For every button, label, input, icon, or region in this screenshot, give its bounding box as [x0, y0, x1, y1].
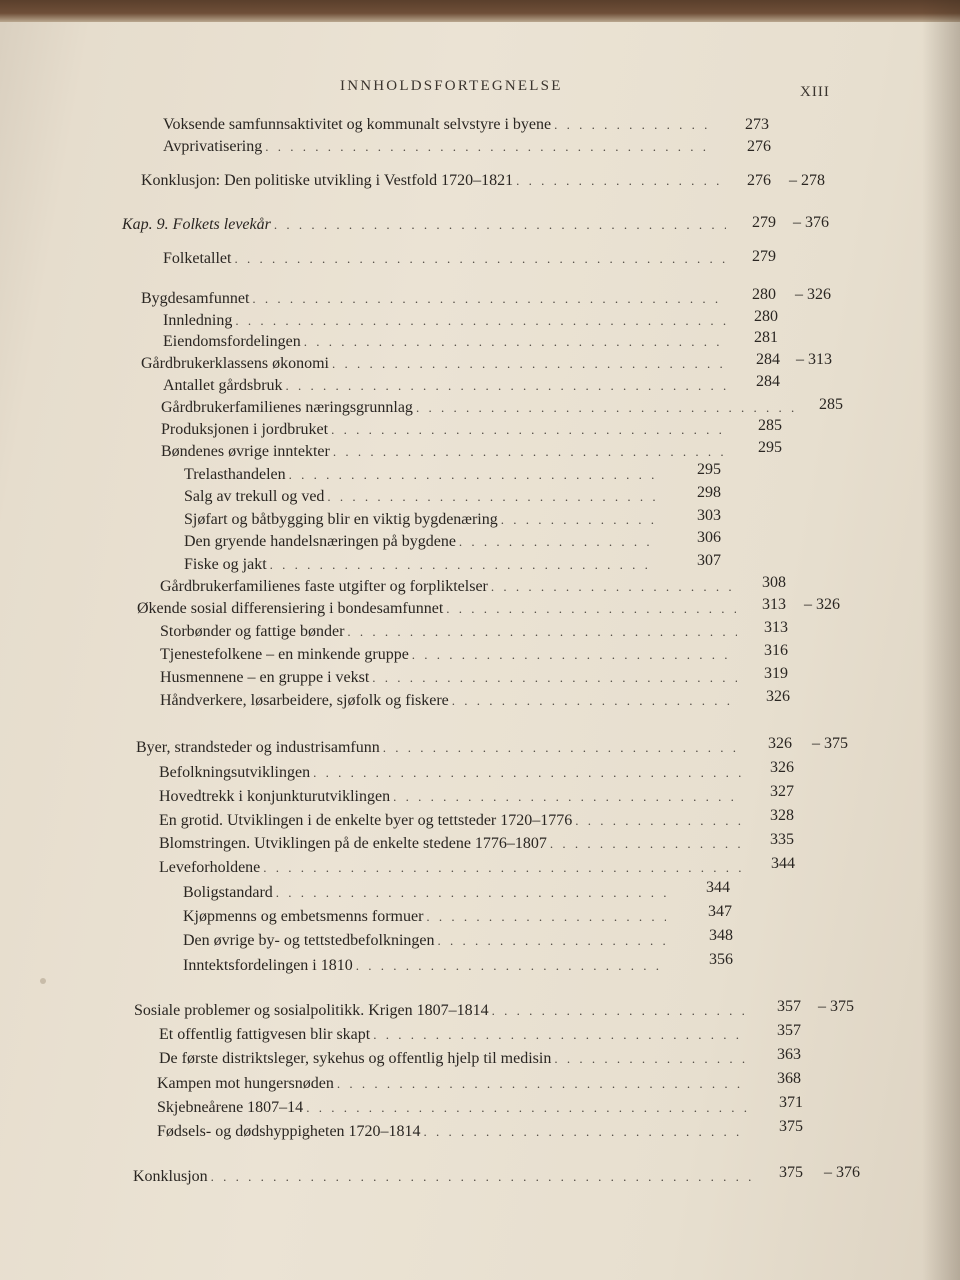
- toc-page-start: 280: [754, 308, 778, 325]
- toc-entry: Gårdbrukerfamilienes faste utgifter og forpliktelser . . .: [160, 576, 740, 598]
- toc-entry: Inntektsfordelingen i 1810 . . .: [183, 955, 671, 977]
- toc-page-start: 279: [752, 214, 776, 231]
- toc-page-end: – 376: [824, 1164, 860, 1181]
- toc-page-start: 356: [709, 951, 733, 968]
- toc-page-start: 316: [764, 642, 788, 659]
- toc-page-start: 276: [747, 138, 771, 155]
- toc-page-start: 375: [779, 1164, 803, 1181]
- toc-page-end: – 375: [812, 735, 848, 752]
- toc-page-start: 357: [777, 1022, 801, 1039]
- toc-entry: Kjøpmenns og embetsmenns formuer . . .: [183, 906, 669, 928]
- toc-page-start: 327: [770, 783, 794, 800]
- toc-entry: Blomstringen. Utviklingen på de enkelte stedene 1776–1807 . . .: [159, 833, 746, 855]
- toc-entry: Innledning . . .: [163, 310, 729, 332]
- toc-entry: Fiske og jakt . . .: [184, 554, 658, 576]
- toc-page-end: – 375: [818, 998, 854, 1015]
- toc-entry: Produksjonen i jordbruket . . .: [161, 419, 733, 441]
- toc-entry: Sosiale problemer og sosialpolitikk. Krigen 1807–1814 . . .: [134, 1000, 750, 1022]
- chapter-entry: Kap. 9. Folkets levekår . . .: [122, 214, 729, 236]
- toc-page-start: 284: [756, 373, 780, 390]
- toc-entry: Husmennene – en gruppe i vekst . . .: [160, 667, 740, 689]
- toc-entry: Sjøfart og båtbygging blir en viktig bygdenæring . . .: [184, 509, 658, 531]
- toc-entry: Bygdesamfunnet . . .: [141, 288, 729, 310]
- toc-page-end: – 313: [796, 351, 832, 368]
- toc-page-start: 313: [764, 619, 788, 636]
- toc-page-start: 273: [745, 116, 769, 133]
- toc-page-start: 368: [777, 1070, 801, 1087]
- toc-entry: Konklusjon: Den politiske utvikling i Vestfold 1720–1821 . . .: [141, 170, 723, 192]
- toc-page-start: 303: [697, 507, 721, 524]
- toc-entry: Den øvrige by- og tettstedbefolkningen . . .: [183, 930, 671, 952]
- toc-page-end: – 278: [789, 172, 825, 189]
- toc-page-start: 308: [762, 574, 786, 591]
- toc-page-start: 326: [768, 735, 792, 752]
- toc-page-start: 281: [754, 329, 778, 346]
- toc-entry: Gårdbrukerklassens økonomi . . .: [141, 353, 731, 375]
- toc-page-start: 307: [697, 552, 721, 569]
- toc-entry: Økende sosial differensiering i bondesamfunnet . . .: [137, 598, 739, 620]
- page-number: XIII: [800, 84, 830, 100]
- toc-entry: Befolkningsutviklingen . . .: [159, 762, 744, 784]
- toc-page-start: 328: [770, 807, 794, 824]
- toc-page-start: 313: [762, 596, 786, 613]
- toc-entry: Avprivatisering . . .: [163, 136, 719, 158]
- paper-speck: [40, 978, 46, 984]
- toc-entry: Salg av trekull og ved . . .: [184, 486, 658, 508]
- toc-page-start: 284: [756, 351, 780, 368]
- toc-entry: Konklusjon . . .: [133, 1166, 756, 1188]
- toc-entry: Fødsels- og dødshyppigheten 1720–1814 . . .: [157, 1121, 752, 1143]
- toc-entry: Folketallet . . .: [163, 248, 729, 270]
- toc-page-start: 357: [777, 998, 801, 1015]
- toc-page-start: 344: [771, 855, 795, 872]
- toc-page-start: 279: [752, 248, 776, 265]
- toc-page-start: 363: [777, 1046, 801, 1063]
- toc-entry: Kampen mot hungersnøden . . .: [157, 1073, 750, 1095]
- toc-page-start: 348: [709, 927, 733, 944]
- toc-page-start: 326: [766, 688, 790, 705]
- toc-entry: Voksende samfunnsaktivitet og kommunalt selvstyre i byene . . .: [163, 114, 719, 136]
- toc-page-start: 285: [758, 417, 782, 434]
- toc-entry: Den gryende handelsnæringen på bygdene . . .: [184, 531, 658, 553]
- toc-entry: Gårdbrukerfamilienes næringsgrunnlag . . .: [161, 397, 801, 419]
- toc-entry: Bøndenes øvrige inntekter . . .: [161, 441, 733, 463]
- toc-page-start: 306: [697, 529, 721, 546]
- toc-page-start: 371: [779, 1094, 803, 1111]
- toc-entry: Antallet gårdsbruk . . .: [163, 375, 731, 397]
- running-head: INNHOLDSFORTEGNELSE: [340, 78, 563, 94]
- toc-entry: Eiendomsfordelingen . . .: [163, 331, 729, 353]
- toc-entry: Tjenestefolkene – en minkende gruppe . . .: [160, 644, 740, 666]
- toc-entry: De første distriktsleger, sykehus og offentlig hjelp til medisin . . .: [159, 1048, 750, 1070]
- toc-entry: Hovedtrekk i konjunkturutviklingen . . .: [159, 786, 746, 808]
- toc-page-start: 347: [708, 903, 732, 920]
- toc-page-end: – 326: [795, 286, 831, 303]
- toc-entry: Et offentlig fattigvesen blir skapt . . .: [159, 1024, 750, 1046]
- toc-page-end: – 326: [804, 596, 840, 613]
- toc-entry: Håndverkere, løsarbeidere, sjøfolk og fiskere . . .: [160, 690, 740, 712]
- toc-entry: Boligstandard . . .: [183, 882, 669, 904]
- toc-page-end: – 376: [793, 214, 829, 231]
- toc-page-start: 326: [770, 759, 794, 776]
- toc-entry: En grotid. Utviklingen i de enkelte byer og tettsteder 1720–1776 . . .: [159, 810, 746, 832]
- toc-page-start: 375: [779, 1118, 803, 1135]
- toc-page-start: 319: [764, 665, 788, 682]
- toc-page-start: 295: [758, 439, 782, 456]
- toc-page-start: 298: [697, 484, 721, 501]
- toc-page-start: 280: [752, 286, 776, 303]
- toc-page-start: 276: [747, 172, 771, 189]
- toc-entry: Storbønder og fattige bønder . . .: [160, 621, 740, 643]
- toc-page-start: 344: [706, 879, 730, 896]
- toc-entry: Leveforholdene . . .: [159, 857, 746, 879]
- toc-page-end: 285: [819, 396, 843, 413]
- toc-entry: Trelasthandelen . . .: [184, 464, 658, 486]
- toc-page-start: 295: [697, 461, 721, 478]
- toc-page-start: 335: [770, 831, 794, 848]
- toc-entry: Skjebneårene 1807–14 . . .: [157, 1097, 752, 1119]
- toc-entry: Byer, strandsteder og industrisamfunn . . .: [136, 737, 744, 759]
